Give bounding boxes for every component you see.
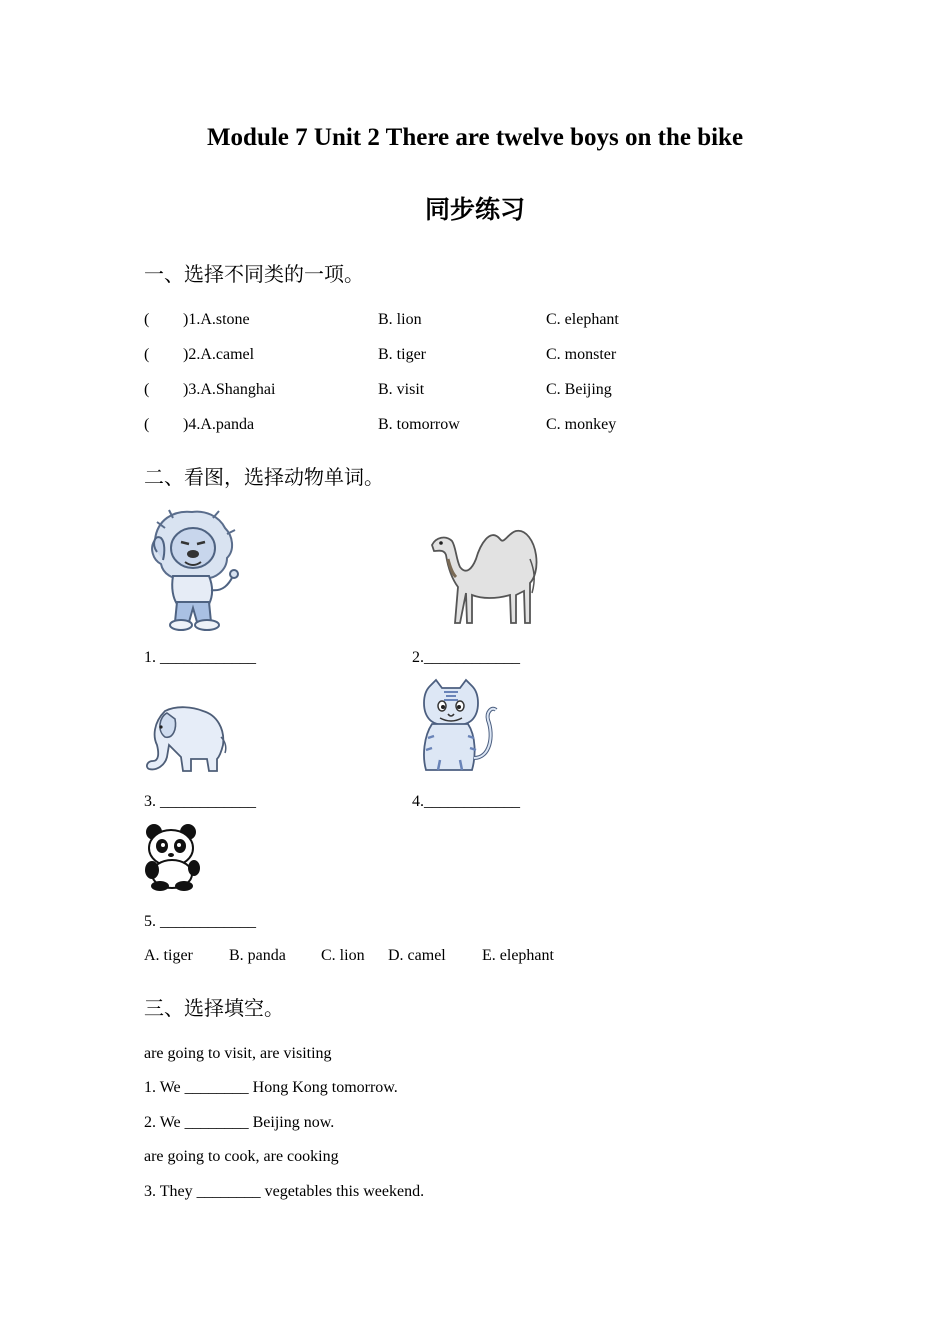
option-c: C. lion <box>321 947 365 964</box>
fill-question-3: 3. They ________ vegetables this weekend. <box>144 1183 425 1200</box>
blank-5[interactable]: 5. ____________ <box>144 913 256 930</box>
page-title: Module 7 Unit 2 There are twelve boys on the bike <box>206 124 744 151</box>
word-choice-2: are going to cook, are cooking <box>144 1148 339 1165</box>
q1-option-a: )1.A.stone <box>183 311 250 328</box>
q4-option-b: B. tomorrow <box>378 416 460 433</box>
option-a: A. tiger <box>144 947 193 964</box>
q3-paren: ( <box>144 381 150 398</box>
q1-option-c: C. elephant <box>546 311 619 328</box>
lion-image <box>143 508 241 632</box>
fill-question-1: 1. We ________ Hong Kong tomorrow. <box>144 1079 398 1096</box>
option-d: D. camel <box>388 947 446 964</box>
q4-option-a: )4.A.panda <box>183 416 255 433</box>
blank-4[interactable]: 4.____________ <box>412 793 520 810</box>
tiger-image <box>410 676 502 776</box>
blank-2[interactable]: 2.____________ <box>412 649 520 666</box>
option-e: E. elephant <box>482 947 554 964</box>
q2-paren: ( <box>144 346 150 363</box>
fill-question-2: 2. We ________ Beijing now. <box>144 1114 335 1131</box>
section-1-heading: 一、选择不同类的一项。 <box>144 262 364 286</box>
q3-option-b: B. visit <box>378 381 425 398</box>
q1-paren: ( <box>144 311 150 328</box>
q2-option-c: C. monster <box>546 346 617 363</box>
q3-option-c: C. Beijing <box>546 381 612 398</box>
option-b: B. panda <box>229 947 286 964</box>
panda-image <box>142 822 202 892</box>
elephant-image <box>143 701 227 775</box>
camel-image <box>426 519 542 633</box>
q3-option-a: )3.A.Shanghai <box>183 381 276 398</box>
blank-1[interactable]: 1. ____________ <box>144 649 256 666</box>
q2-option-b: B. tiger <box>378 346 426 363</box>
section-3-heading: 三、选择填空。 <box>144 996 284 1020</box>
section-2-heading: 二、看图，选择动物单词。 <box>144 465 384 489</box>
q1-option-b: B. lion <box>378 311 422 328</box>
q4-option-c: C. monkey <box>546 416 617 433</box>
blank-3[interactable]: 3. ____________ <box>144 793 256 810</box>
word-choice-1: are going to visit, are visiting <box>144 1045 332 1062</box>
page-subtitle: 同步练习 <box>424 195 525 224</box>
q2-option-a: )2.A.camel <box>183 346 255 363</box>
q4-paren: ( <box>144 416 150 433</box>
